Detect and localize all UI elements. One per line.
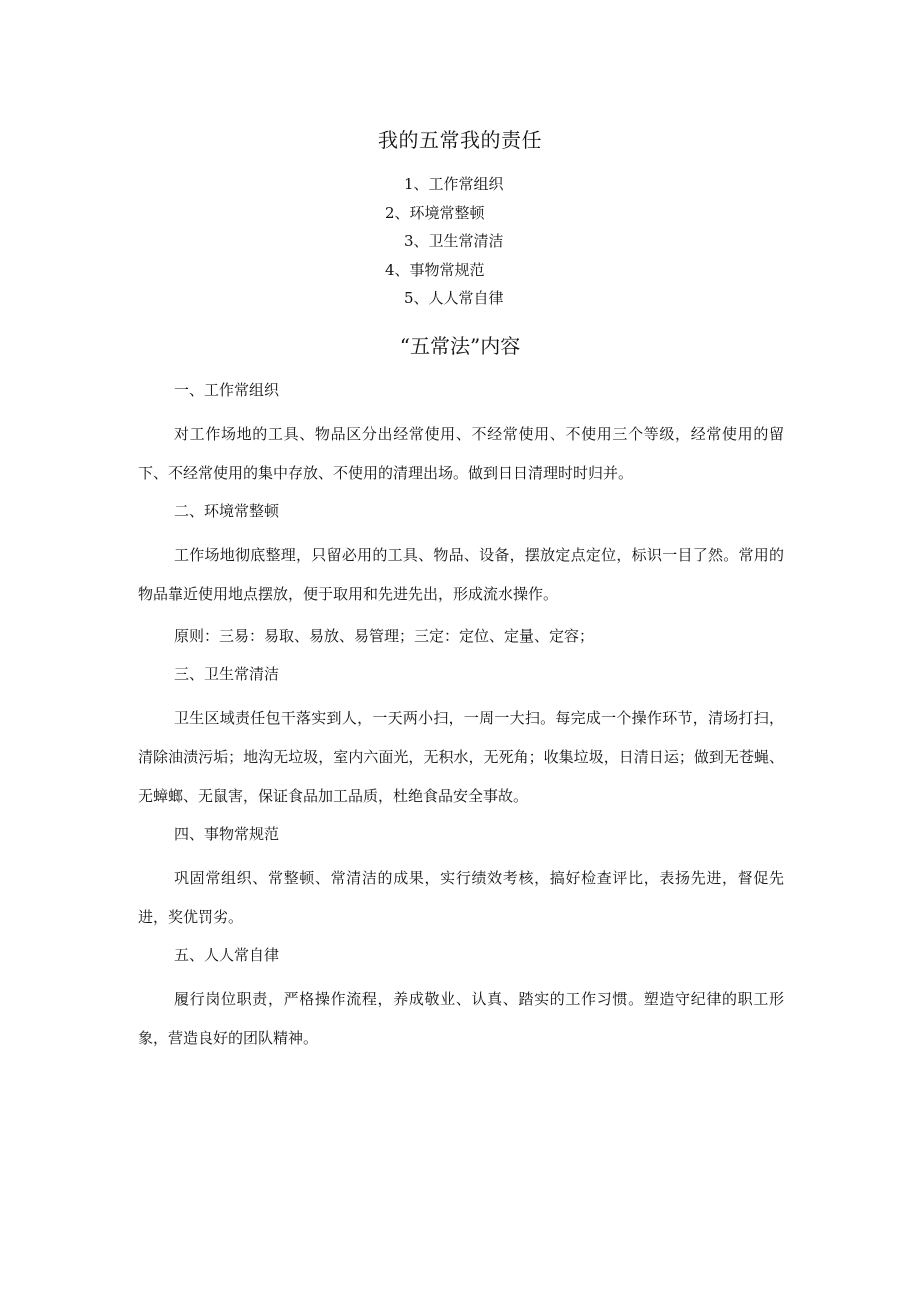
page-title: 我的五常我的责任 xyxy=(378,128,542,152)
section-paragraph-4: 巩固常组织、常整顿、常清洁的成果，实行绩效考核，搞好检查评比，表扬先进，督促先进，奖优罚劣。 xyxy=(138,869,784,926)
section-paragraph-2a: 工作场地彻底整理，只留必用的工具、物品、设备，摆放定点定位，标识一目了然。常用的物品靠近使用地点摆放，便于取用和先进先出，形成流水操作。 xyxy=(138,546,784,603)
section-paragraph-5: 履行岗位职责，严格操作流程，养成敬业、认真、踏实的工作习惯。塑造守纪律的职工形象，营造良好的团队精神。 xyxy=(138,990,784,1047)
section-paragraph-2b: 原则：三易：易取、易放、易管理；三定：定位、定量、定容； xyxy=(174,627,595,645)
section-subtitle: “五常法”内容 xyxy=(399,334,521,358)
section-heading-5: 五、人人常自律 xyxy=(174,946,280,964)
section-heading-3: 三、卫生常清洁 xyxy=(174,665,280,683)
section-paragraph-3: 卫生区域责任包干落实到人，一天两小扫，一周一大扫。每完成一个操作环节，清场打扫，清除油渍污垢；地沟无垃圾，室内六面光，无积水，无死角；收集垃圾，日清日运；做到无苍蝇、无蟑螂、无鼠害，保证食品加工品质，杜绝食品安全事故。 xyxy=(138,709,784,805)
section-heading-2: 二、环境常整顿 xyxy=(174,502,280,520)
content-body xyxy=(138,375,784,1061)
list-item-5: 5、人人常自律 xyxy=(404,289,504,307)
list-item-2: 2、环境常整顿 xyxy=(385,204,485,222)
section-paragraph-1: 对工作场地的工具、物品区分出经常使用、不经常使用、不使用三个等级，经常使用的留下、不经常使用的集中存放、不使用的清理出场。做到日日清理时时归并。 xyxy=(138,425,784,482)
list-item-1: 1、工作常组织 xyxy=(404,175,504,193)
list-item-3: 3、卫生常清洁 xyxy=(404,232,504,250)
list-item-4: 4、事物常规范 xyxy=(385,261,485,279)
section-heading-4: 四、事物常规范 xyxy=(174,825,280,843)
section-heading-1: 一、工作常组织 xyxy=(174,381,280,399)
